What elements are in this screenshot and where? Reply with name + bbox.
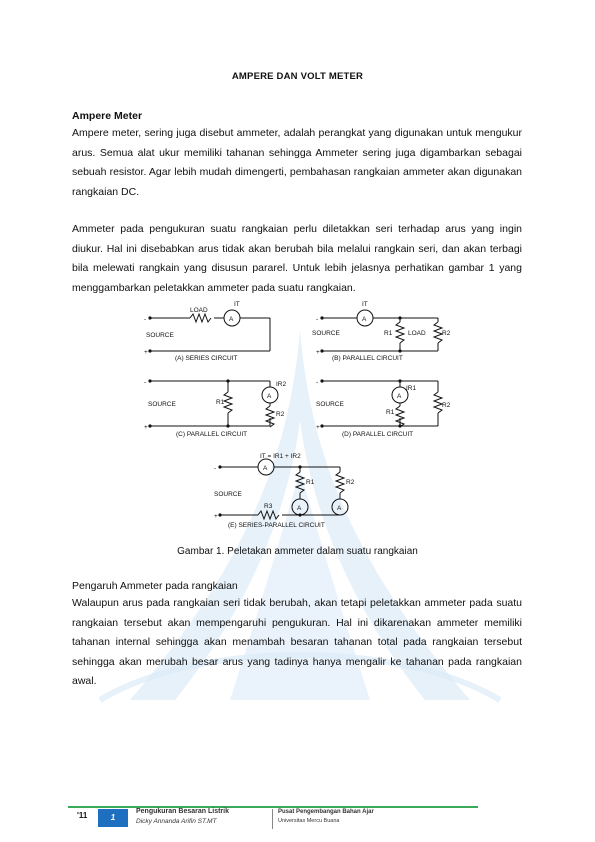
- plus-c-bottom: +: [144, 424, 148, 431]
- plus-d-bottom: +: [316, 424, 320, 431]
- r1-label-b: R1: [384, 330, 393, 337]
- current-label-b: IT: [362, 301, 368, 308]
- plus-e-bottom: +: [214, 513, 218, 520]
- minus-d-top: -: [316, 379, 319, 386]
- footer-organization: Pusat Pengembangan Bahan Ajar: [278, 809, 374, 815]
- source-label-c: SOURCE: [148, 401, 176, 408]
- paragraph-intro: Ampere meter, sering juga disebut ammeter, adalah perangkat yang digunakan untuk mengukur arus. Semua alat ukur memiliki tahanan sehingga Ammeter sering juga digambarkan sebagai sebuah resistor. Agar lebih mudah dimengerti, pembahasan rangkaian ammeter akan digunakan rangkaian DC.: [72, 127, 522, 198]
- caption-d: (D) PARALLEL CIRCUIT: [342, 431, 414, 438]
- minus-e-top: -: [214, 465, 217, 472]
- meter-d: A: [397, 393, 402, 400]
- footer-year: '11: [77, 811, 88, 820]
- meter-e-r1: A: [297, 505, 302, 512]
- footer-course-title: Pengukuran Besaran Listrik: [136, 808, 229, 815]
- r1-label-c: R1: [216, 399, 225, 406]
- paragraph-placement: Ammeter pada pengukuran suatu rangkaian perlu diletakkan seri terhadap arus yang ingin diukur. Hal ini disebabkan arus tidak akan berubah bila melalui rangkain seri, dan akan terbagi bila melewati rangkain yang disusun pararel. Untuk lebih jelasnya perhatikan gambar 1 yang menggambarkan peletakkan ammeter pada suatu rangkaian.: [72, 223, 522, 294]
- minus-a-top: -: [144, 316, 147, 323]
- meter-e-total: A: [263, 465, 268, 472]
- circuit-figure: [140, 300, 450, 535]
- meter-a: A: [229, 316, 234, 323]
- minus-b-top: -: [316, 316, 319, 323]
- r3-label-e: R3: [264, 503, 273, 510]
- caption-c: (C) PARALLEL CIRCUIT: [176, 431, 248, 438]
- source-label-b: SOURCE: [312, 330, 340, 337]
- r1-label-e: R1: [306, 479, 315, 486]
- meter-b: A: [362, 316, 367, 323]
- caption-a: (A) SERIES CIRCUIT: [175, 355, 238, 362]
- page-title: AMPERE DAN VOLT METER: [231, 71, 364, 82]
- plus-a-bottom: +: [144, 349, 148, 356]
- r2-label-d: R2: [442, 402, 450, 409]
- source-label-e: SOURCE: [214, 491, 242, 498]
- meter-e-r2: A: [337, 505, 342, 512]
- caption-b: (B) PARALLEL CIRCUIT: [332, 355, 403, 362]
- plus-b-bottom: +: [316, 349, 320, 356]
- current-label-a: IT: [234, 301, 240, 308]
- r2-label-c: R2: [276, 411, 285, 418]
- minus-c-top: -: [144, 379, 147, 386]
- r1-label-d: R1: [386, 409, 395, 416]
- current-label-c: IR2: [276, 381, 287, 388]
- footer-divider: [68, 806, 478, 808]
- meter-c: A: [267, 393, 272, 400]
- r2-label-b: R2: [442, 330, 450, 337]
- current-label-d: IR1: [406, 385, 417, 392]
- page-number: 1: [98, 809, 128, 827]
- footer-author: Dicky Annanda Arifin ST.MT: [136, 818, 217, 825]
- section-heading-ammeter-effect: Pengaruh Ammeter pada rangkaian: [72, 580, 238, 592]
- source-label-a: SOURCE: [146, 332, 174, 339]
- figure-caption: Gambar 1. Peletakan ammeter dalam suatu rangkaian: [177, 546, 418, 557]
- load-label-b: LOAD: [408, 330, 426, 337]
- load-label-a: LOAD: [190, 307, 208, 314]
- source-label-d: SOURCE: [316, 401, 344, 408]
- current-eq-e: IT = IR1 + IR2: [260, 453, 301, 460]
- caption-e: (E) SERIES-PARALLEL CIRCUIT: [228, 522, 325, 529]
- paragraph-effect: Walaupun arus pada rangkaian seri tidak berubah, akan tetapi peletakkan ammeter pada suatu rangkaian tersebut akan mempengaruhi pengukuran. Hal ini dikarenakan ammeter memiliki tahanan internal sehingga akan menambah besaran tahanan total pada rangkaian tersebut sehingga akan merubah besar arus yang tadinya hanya mengalir ke tahanan pada rangkaian awal.: [72, 597, 522, 687]
- footer-separator: [272, 809, 273, 829]
- r2-label-e: R2: [346, 479, 355, 486]
- section-heading-ampere-meter: Ampere Meter: [72, 110, 143, 122]
- footer-university: Universitas Mercu Buana: [278, 818, 340, 824]
